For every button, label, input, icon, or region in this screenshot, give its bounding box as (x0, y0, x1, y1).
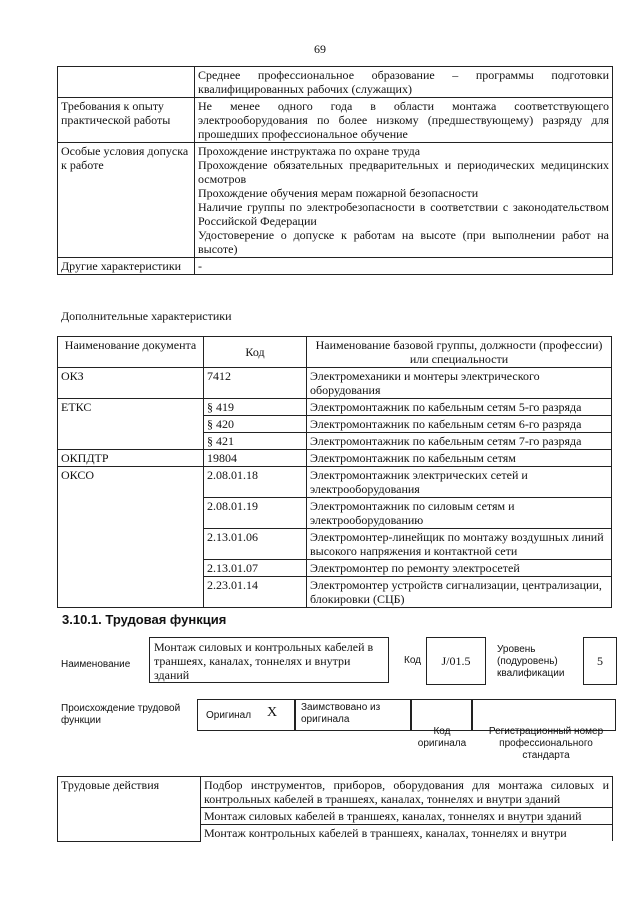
requirements-table (57, 66, 613, 275)
page-number: 69 (314, 42, 326, 56)
name-cell: Электромонтажник по кабельным сетям 7-го разряда (307, 433, 612, 450)
name-label: Наименование (61, 659, 131, 670)
other-label: Другие характеристики (58, 258, 195, 275)
name-cell: Электромонтажник по кабельным сетям 5-го разряда (307, 399, 612, 416)
table-row (58, 98, 613, 143)
code-cell: 2.23.01.14 (204, 577, 307, 608)
header-name: Наименование базовой группы, должности (профессии) или специальности (307, 337, 612, 368)
condition-item: Наличие группы по электробезопасности в соответствии с законодательством Российской Федерации (198, 200, 609, 228)
other-value: - (195, 258, 613, 275)
doc-cell (58, 433, 204, 450)
code-cell: § 421 (204, 433, 307, 450)
origin-label: Происхождение трудовой функции (61, 703, 181, 726)
header-document: Наименование документа (58, 337, 204, 368)
code-cell: 7412 (204, 368, 307, 399)
function-code-box: J/01.5 (426, 637, 486, 685)
name-cell: Электромонтажник электрических сетей и электрооборудования (307, 467, 612, 498)
conditions-label: Особые условия допуска к работе (58, 143, 195, 258)
name-cell: Электромонтер-линейщик по монтажу воздушных линий высокого напряжения и контактной сети (307, 529, 612, 560)
name-cell: Электромонтер по ремонту электросетей (307, 560, 612, 577)
doc-cell (58, 560, 204, 577)
code-cell: 2.13.01.06 (204, 529, 307, 560)
table-row (58, 368, 612, 399)
table-row (58, 67, 613, 98)
name-cell: Электромеханики и монтеры электрического оборудования (307, 368, 612, 399)
condition-item: Прохождение обязательных предварительных и периодических медицинских осмотров (198, 158, 609, 186)
table-row (58, 258, 613, 275)
education-value: Среднее профессиональное образование – программы подготовки квалифицированных рабочих (служащих) (195, 67, 613, 98)
experience-label: Требования к опыту практической работы (58, 98, 195, 143)
labor-action-item: Монтаж контрольных кабелей в траншеях, каналах, тоннелях и внутри (201, 825, 613, 842)
doc-cell (58, 498, 204, 529)
code-cell: 2.08.01.18 (204, 467, 307, 498)
table-row (58, 399, 612, 416)
additional-table (57, 336, 612, 608)
borrowed-box (294, 699, 412, 731)
name-cell: Электромонтажник по кабельным сетям (307, 450, 612, 467)
labor-actions-label: Трудовые действия (58, 777, 201, 842)
header-code: Код (204, 337, 307, 368)
table-row (58, 577, 612, 608)
code-cell: 2.08.01.19 (204, 498, 307, 529)
doc-cell (58, 577, 204, 608)
education-label-cell (58, 67, 195, 98)
table-row (58, 777, 613, 808)
doc-cell: ОКПДТР (58, 450, 204, 467)
table-row (58, 529, 612, 560)
borrowed-label: Заимствовано из оригинала (301, 702, 381, 725)
level-box: 5 (583, 637, 617, 685)
level-label: Уровень (подуровень) квалификации (497, 644, 565, 679)
condition-item: Удостоверение о допуске к работам на высоте (при выполнении работ на высоте) (198, 228, 609, 256)
name-cell: Электромонтажник по кабельным сетям 6-го разряда (307, 416, 612, 433)
table-row (58, 560, 612, 577)
reg-number-label: Регистрационный номер профессионального стандарта (488, 726, 604, 761)
table-row (58, 416, 612, 433)
code-cell: § 420 (204, 416, 307, 433)
labor-function-heading: 3.10.1. Трудовая функция (62, 612, 227, 627)
code-cell: 19804 (204, 450, 307, 467)
code-cell: § 419 (204, 399, 307, 416)
doc-cell: ОКСО (58, 467, 204, 498)
name-cell: Электромонтажник по силовым сетям и электрооборудованию (307, 498, 612, 529)
condition-item: Прохождение обучения мерам пожарной безопасности (198, 186, 479, 200)
code-label: Код (404, 655, 422, 666)
doc-cell (58, 529, 204, 560)
function-name-box: Монтаж силовых и контрольных кабелей в траншеях, каналах, тоннелях и внутри зданий (149, 637, 389, 683)
doc-cell: ОКЗ (58, 368, 204, 399)
labor-actions-table (57, 776, 613, 842)
original-label: Оригинал (206, 710, 252, 721)
original-box (197, 699, 296, 731)
code-cell: 2.13.01.07 (204, 560, 307, 577)
table-row (58, 433, 612, 450)
doc-cell (58, 416, 204, 433)
table-row (58, 450, 612, 467)
table-row (58, 498, 612, 529)
doc-cell: ЕТКС (58, 399, 204, 416)
additional-caption: Дополнительные характеристики (61, 309, 232, 323)
table-row (58, 467, 612, 498)
name-cell: Электромонтер устройств сигнализации, централизации, блокировки (СЦБ) (307, 577, 612, 608)
labor-action-item: Монтаж силовых кабелей в траншеях, каналах, тоннелях и внутри зданий (201, 808, 613, 825)
condition-item: Прохождение инструктажа по охране труда (198, 144, 421, 158)
original-mark: X (267, 705, 278, 720)
code-original-label: Код оригинала (417, 726, 467, 749)
experience-value: Не менее одного года в области монтажа соответствующего электрооборудования по более низкому (предшествующему) разряду для прошедших профессиональное обучение (195, 98, 613, 143)
labor-action-item: Подбор инструментов, приборов, оборудования для монтажа силовых и контрольных кабелей в траншеях, каналах, тоннелях и внутри зданий (201, 777, 613, 808)
conditions-value (195, 143, 613, 258)
table-header-row (58, 337, 612, 368)
table-row (58, 143, 613, 258)
